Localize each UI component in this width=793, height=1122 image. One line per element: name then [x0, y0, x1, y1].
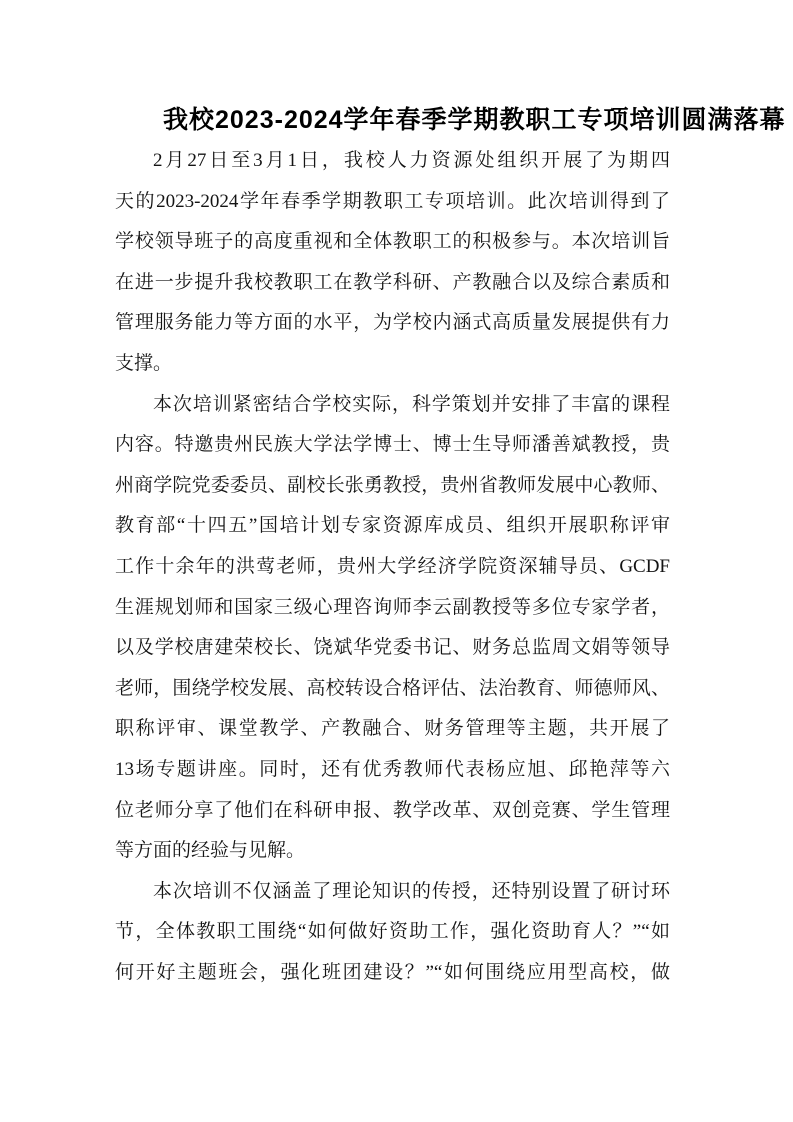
text-line: 支撑。	[115, 352, 173, 374]
text-line: 何开好主题班会，强化班团建设？”“如何围绕应用型高校，做	[115, 961, 670, 983]
text-line: 13场专题讲座。同时，还有优秀教师代表杨应旭、邱艳萍等六	[115, 758, 670, 780]
document-body	[115, 141, 670, 993]
text-line: 工作十余年的洪莺老师，贵州大学经济学院资深辅导员、GCDF	[115, 555, 670, 577]
text-line: 在进一步提升我校教职工在教学科研、产教融合以及综合素质和	[115, 271, 670, 293]
text-line: 教育部“十四五”国培计划专家资源库成员、组织开展职称评审	[115, 515, 670, 537]
text-line: 本次培训不仅涵盖了理论知识的传授，还特别设置了研讨环	[153, 880, 670, 902]
text-line: 以及学校唐建荣校长、饶斌华党委书记、财务总监周文娟等领导	[115, 637, 670, 659]
text-line: 本次培训紧密结合学校实际，科学策划并安排了丰富的课程	[153, 393, 670, 415]
document-title: 我校2023-2024学年春季学期教职工专项培训圆满落幕	[163, 106, 786, 134]
text-line: 生涯规划师和国家三级心理咨询师李云副教授等多位专家学者，	[115, 596, 670, 618]
text-line: 老师，围绕学校发展、高校转设合格评估、法治教育、师德师风、	[115, 677, 670, 699]
text-line: 天的2023-2024学年春季学期教职工专项培训。此次培训得到了	[115, 190, 670, 212]
text-line: 管理服务能力等方面的水平，为学校内涵式高质量发展提供有力	[115, 312, 670, 334]
text-line: 位老师分享了他们在科研申报、教学改革、双创竞赛、学生管理	[115, 799, 670, 821]
text-line: 节，全体教职工围绕“如何做好资助工作，强化资助育人？”“如	[115, 921, 670, 943]
text-line: 学校领导班子的高度重视和全体教职工的积极参与。本次培训旨	[115, 231, 670, 253]
document-content	[115, 100, 786, 993]
text-line: 内容。特邀贵州民族大学法学博士、博士生导师潘善斌教授，贵	[115, 434, 670, 456]
text-line: 职称评审、课堂教学、产教融合、财务管理等主题，共开展了	[115, 718, 670, 740]
text-line: 等方面的经验与见解。	[115, 840, 306, 862]
text-line: 州商学院党委委员、副校长张勇教授，贵州省教师发展中心教师、	[115, 474, 670, 496]
text-line: 2月27日至3月1日，我校人力资源处组织开展了为期四	[153, 150, 670, 171]
